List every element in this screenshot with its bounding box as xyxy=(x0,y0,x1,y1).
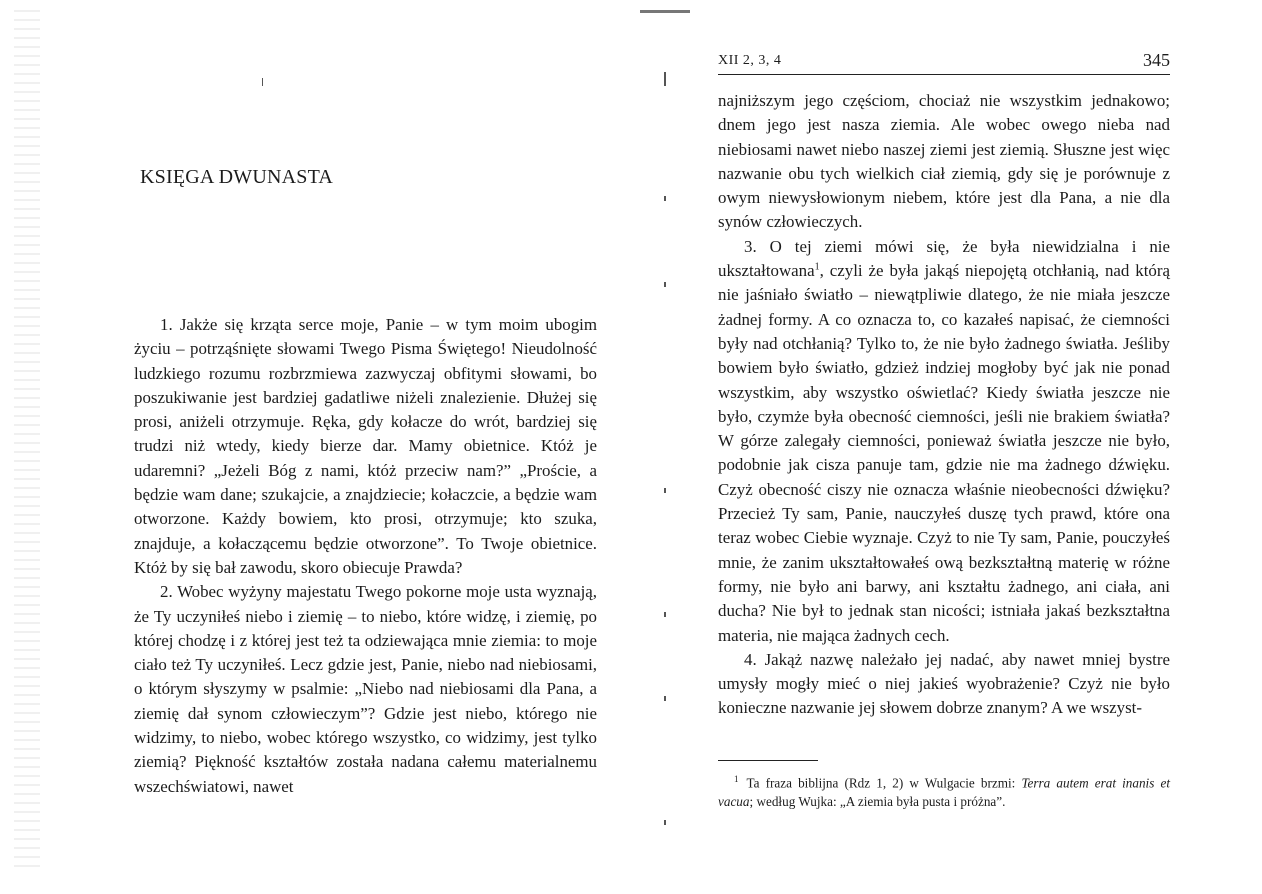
footnote-latin-quote: Terra autem erat inanis et vacua xyxy=(718,775,1170,810)
scan-speck xyxy=(664,488,666,493)
scan-speck xyxy=(262,78,263,86)
footnote-text-start: Ta fraza biblijna (Rdz 1, 2) w Wulgacie brzmi: xyxy=(746,775,1022,791)
scan-speck xyxy=(664,820,666,825)
paragraph-4: 4. Jakąż nazwę należało jej nadać, aby nawet mniej bystre umysły mogły mieć o niej jakieś wyobrażenie? Czyż nie było konieczne nazwanie jej słowem dobrze znanym? A we wszyst- xyxy=(718,649,1170,718)
scan-speck xyxy=(664,196,666,201)
paragraph-3 xyxy=(718,235,1170,648)
scan-edge-shadow xyxy=(14,10,40,870)
scan-speck xyxy=(664,612,666,617)
running-head xyxy=(718,50,1170,75)
scan-speck xyxy=(664,282,666,287)
footnote-divider xyxy=(718,760,818,761)
paragraph-3-start: 3. O tej ziemi mówi się, że była niewidzialna i nie ukształtowana xyxy=(718,236,1170,281)
paragraph-2: 2. Wobec wyżyny majestatu Twego pokorne moje usta wyznają, że Ty uczyniłeś niebo i ziemię – to niebo, które widzę, i ziemię, po której chodzę i z której jest też ta odziewająca mnie ziemia: to moje ciało też Ty uczyniłeś. Lecz gdzie jest, Panie, niebo nad niebiosami, o którym słyszymy w psalmie: „Niebo nad niebiosami dla Pana, a ziemię dał synom człowieczym”? Gdzie jest niebo, którego nie widzimy, to niebo, wobec którego wszystko, co widzimy, jest tylko ziemią? Piękność kształtów została nadana całemu materialnemu wszechświatowi, nawet xyxy=(134,582,597,796)
paragraph-1: 1. Jakże się krząta serce moje, Panie – w tym moim ubogim życiu – potrząśnięte słowami Twego Pisma Świętego! Nieudolność ludzkiego rozumu rozbrzmiewa zazwyczaj obfitymi słowami, bo poszukiwanie jest bardziej gadatliwe niżeli znalezienie. Dłużej się prosi, aniżeli otrzymuje. Ręka, gdy kołacze do wrót, bardziej się trudzi niż wtedy, kiedy bierze dar. Mamy obietnice. Któż je udaremni? „Jeżeli Bóg z nami, któż przeciw nam?” „Proście, a będzie wam dane; szukajcie, a znajdziecie; kołaczcie, a będzie wam otworzone. Każdy bowiem, kto prosi, otrzymuje; kto szuka, znajduje, a kołaczącemu będzie otworzone”. To Twoje obietnice. Któż by się bał zawodu, skoro obiecuje Prawda? xyxy=(134,315,597,577)
footnote-reference[interactable]: 1 xyxy=(814,261,820,273)
page-number: 345 xyxy=(1143,50,1170,70)
chapter-reference: XII 2, 3, 4 xyxy=(718,53,782,68)
paragraph-continuation: najniższym jego częściom, chociaż nie wszystkim jednakowo; dnem jego jest nasza ziemia. Ale wobec owego nieba nad niebiosami nawet niebo naszej ziemi jest ziemią. Słuszne jest więc nazwanie obu tych wielkich ciał ziemią, gdy się je porównuje z owym niewysłowionym niebem, które jest dla Pana, a nie dla synów człowieczych. xyxy=(718,91,1170,232)
footnote-text-end: ; według Wujka: „A ziemia była pusta i próżna”. xyxy=(749,794,1006,810)
scan-speck xyxy=(664,696,666,701)
scan-speck xyxy=(664,72,666,86)
footnote-number: 1 xyxy=(734,774,739,784)
book-title: KSIĘGA DWUNASTA xyxy=(140,166,334,188)
footnote xyxy=(718,770,1170,811)
right-page-body xyxy=(718,89,1170,721)
left-page-body xyxy=(134,313,597,799)
binding-clip-mark xyxy=(640,10,690,22)
paragraph-3-rest: , czyli że była jakąś niepojętą otchłanią, nad którą nie jaśniało światło – niewątpliwie dlatego, że nie miała jeszcze żadnej formy. A co oznacza to, co kazałeś napisać, że ciemności były nad otchłanią? Tylko to, że nie było żadnego światła. Jeśliby bowiem było światło, gdzież indziej mogłoby być jak nie ponad wszystkim, aby wszystko oświetlać? Kiedy światła jeszcze nie było, czymże była obecność ciemności, jeśli nie brakiem światła? W górze zalegały ciemności, ponieważ światła jeszcze nie było, podobnie jak cisza panuje tam, gdzie nie ma żadnego dźwięku. Czyż obecność ciszy nie oznacza właśnie nieobecności dźwięku? Przecież Ty sam, Panie, nauczyłeś duszę tych prawd, które ona teraz wobec Ciebie wyznaje. Czyż to nie Ty sam, Panie, pouczyłeś mnie, że zanim ukształtowałeś ową bezkształtną materię w różne formy, nie było ani barwy, ani kształtu żadnego, ani ciała, ani ducha? Nie był to jednak stan nicości; istniała jakaś bezkształtna materia, nie mająca żadnych cech. xyxy=(718,261,1170,645)
